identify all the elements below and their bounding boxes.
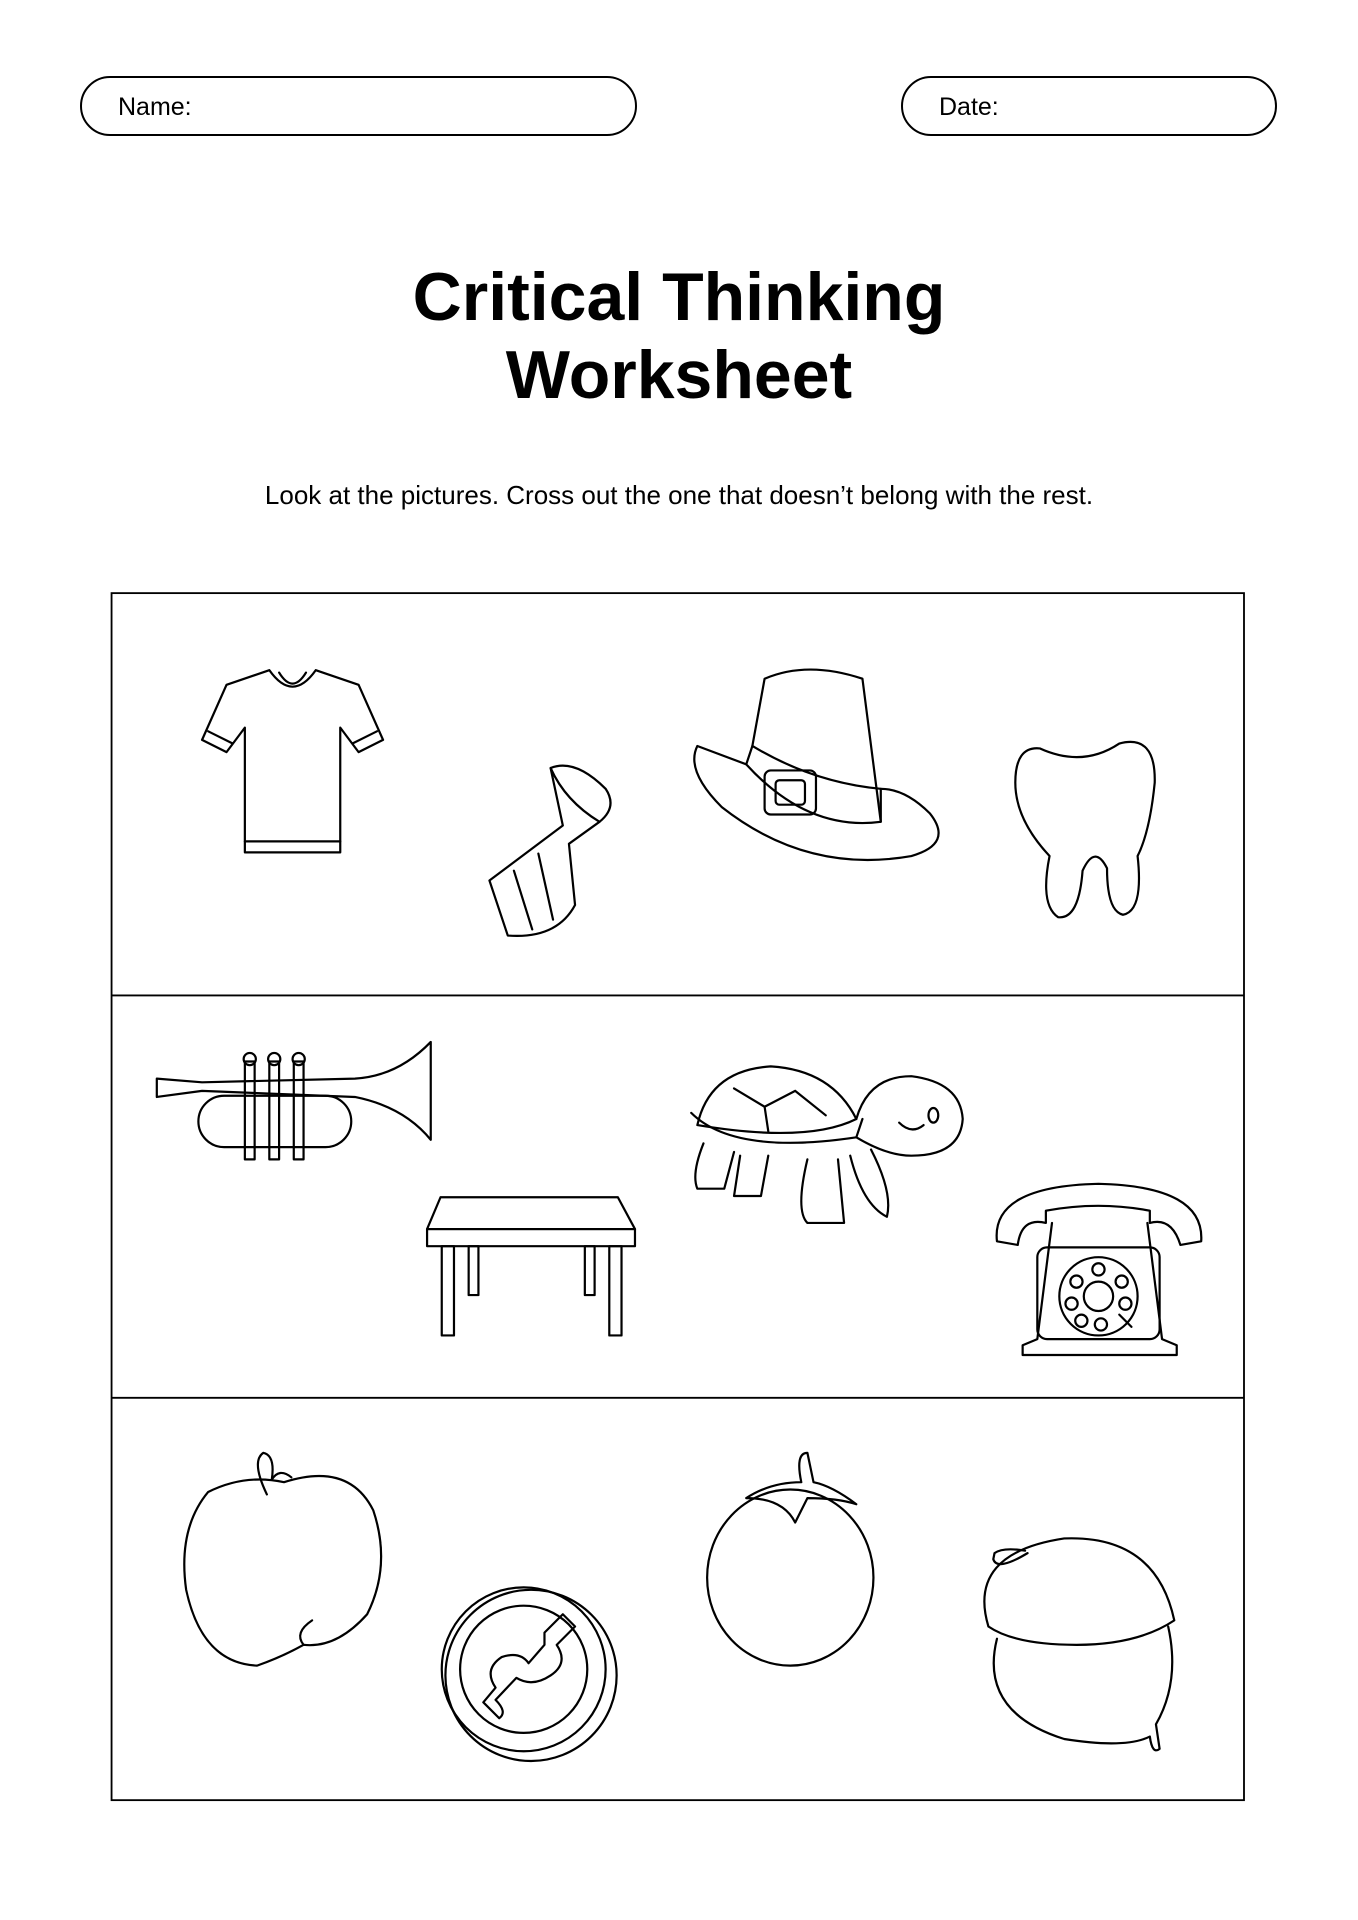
t-shirt-icon[interactable] (202, 670, 383, 852)
apple-icon[interactable] (184, 1453, 381, 1666)
date-label: Date: (939, 93, 999, 121)
title-line-2: Worksheet (505, 337, 853, 413)
tooth-icon[interactable] (1015, 742, 1154, 917)
necktie-icon[interactable] (489, 766, 610, 936)
turtle-icon[interactable] (691, 1066, 962, 1223)
pilgrim-hat-icon[interactable] (694, 670, 938, 860)
title-line-1: Critical Thinking (412, 259, 946, 335)
acorn-icon[interactable] (984, 1538, 1174, 1750)
trumpet-icon[interactable] (157, 1042, 431, 1159)
orange-icon[interactable] (707, 1453, 873, 1666)
name-label: Name: (118, 93, 192, 121)
table-icon[interactable] (427, 1197, 635, 1335)
rotary-phone-icon[interactable] (997, 1184, 1202, 1355)
instructions: Look at the pictures. Cross out the one that doesn’t belong with the rest. (264, 480, 1094, 510)
grid-border (112, 593, 1244, 1800)
coin-icon[interactable] (442, 1587, 617, 1761)
